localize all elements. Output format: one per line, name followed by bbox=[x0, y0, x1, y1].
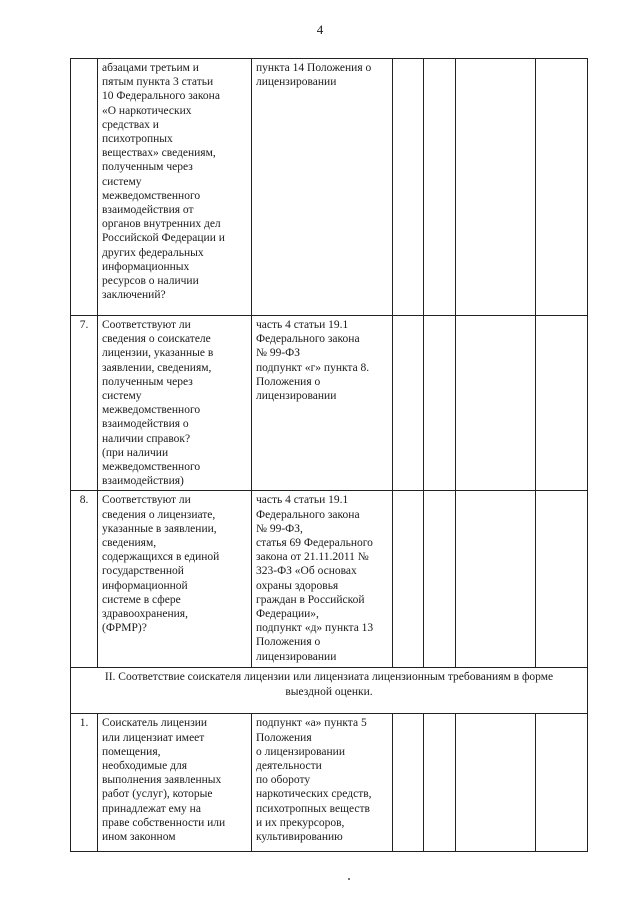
reference-line: часть 4 статьи 19.1 bbox=[256, 319, 349, 331]
question-line: «О наркотических bbox=[102, 104, 192, 117]
reference-line: Положения о bbox=[256, 375, 321, 388]
empty-cell bbox=[536, 714, 588, 852]
question-line: органов внутренних дел bbox=[102, 218, 221, 231]
row-number-cell: 1. bbox=[71, 714, 98, 852]
question-line: (при наличии bbox=[102, 446, 169, 459]
question-line: ином законном bbox=[102, 831, 176, 844]
question-line: взаимодействия от bbox=[102, 204, 194, 217]
reference-line: № 99-ФЗ bbox=[256, 347, 301, 360]
row-number-cell bbox=[71, 59, 98, 316]
question-line: лицензии, указанные в bbox=[102, 347, 214, 360]
reference-line: Положения о bbox=[256, 636, 321, 649]
section-heading-row bbox=[71, 668, 588, 714]
question-line: или лицензиат имеет bbox=[102, 731, 205, 744]
reference-line: статья 69 Федерального bbox=[256, 537, 373, 550]
empty-cell bbox=[393, 491, 424, 668]
question-cell bbox=[98, 714, 252, 852]
question-line: информационной bbox=[102, 579, 188, 592]
question-line: систему bbox=[102, 390, 142, 403]
question-line: информационных bbox=[102, 260, 190, 273]
empty-cell bbox=[393, 59, 424, 316]
question-line: других федеральных bbox=[102, 246, 204, 259]
row-number-cell: 7. bbox=[71, 316, 98, 491]
empty-cell bbox=[393, 714, 424, 852]
question-line: сведения о соискателе bbox=[102, 333, 211, 346]
empty-cell bbox=[393, 316, 424, 491]
section-heading-line: выездной оценки. bbox=[285, 685, 373, 698]
empty-cell bbox=[456, 714, 536, 852]
question-line: системе в сфере bbox=[102, 593, 181, 606]
reference-cell bbox=[252, 59, 393, 316]
reference-line: Федерации», bbox=[256, 608, 319, 621]
question-line: заключений? bbox=[102, 289, 166, 302]
reference-line: подпункт «а» пункта 5 bbox=[256, 717, 367, 730]
question-line: сведения о лицензиате, bbox=[102, 508, 216, 521]
empty-cell bbox=[424, 316, 456, 491]
reference-line: граждан в Российской bbox=[256, 593, 365, 606]
row-number-cell: 8. bbox=[71, 491, 98, 668]
question-line: содержащихся в единой bbox=[102, 551, 220, 564]
reference-line: Федерального закона bbox=[256, 333, 360, 346]
reference-line: психотропных веществ bbox=[256, 802, 370, 815]
question-line: полученным через bbox=[102, 375, 193, 388]
checklist-table bbox=[70, 58, 588, 852]
reference-line: наркотических средств, bbox=[256, 788, 372, 801]
question-line: Соответствуют ли bbox=[102, 494, 191, 507]
empty-cell bbox=[536, 316, 588, 491]
question-line: государственной bbox=[102, 565, 184, 578]
question-line: взаимодействия о bbox=[102, 418, 189, 431]
question-cell bbox=[98, 316, 252, 491]
reference-line: подпункт «д» пункта 13 bbox=[256, 622, 374, 635]
question-line: наличии справок? bbox=[102, 432, 191, 445]
reference-line: подпункт «г» пункта 8. bbox=[256, 361, 370, 374]
scan-speck bbox=[348, 878, 350, 880]
question-line: межведомственного bbox=[102, 404, 201, 417]
table-row-s1 bbox=[71, 714, 588, 852]
question-line: пятым пункта 3 статьи bbox=[102, 76, 214, 89]
question-line: абзацами третьим и bbox=[102, 62, 199, 74]
reference-cell bbox=[252, 316, 393, 491]
reference-line: лицензировании bbox=[256, 76, 337, 89]
question-line: принадлежат ему на bbox=[102, 802, 201, 815]
question-line: здравоохранения, bbox=[102, 608, 188, 621]
question-line: Соискатель лицензии bbox=[102, 717, 208, 730]
section-heading-line: II. Соответствие соискателя лицензии или лицензиата лицензионным требованиям в форме bbox=[104, 671, 554, 684]
reference-line: и их прекурсоров, bbox=[256, 816, 345, 829]
question-line: Соответствуют ли bbox=[102, 319, 191, 331]
reference-line: лицензировании bbox=[256, 650, 337, 663]
reference-line: по обороту bbox=[256, 774, 311, 787]
empty-cell bbox=[456, 491, 536, 668]
reference-line: закона от 21.11.2011 № bbox=[256, 551, 369, 564]
question-line: взаимодействия) bbox=[102, 475, 184, 488]
reference-cell bbox=[252, 491, 393, 668]
question-line: выполнения заявленных bbox=[102, 774, 222, 787]
question-line: помещения, bbox=[102, 745, 161, 758]
reference-line: пункта 14 Положения о bbox=[256, 62, 372, 74]
section-heading bbox=[71, 668, 588, 714]
table-row-7 bbox=[71, 316, 588, 491]
question-line: межведомственного bbox=[102, 189, 201, 202]
question-line: указанные в заявлении, bbox=[102, 522, 217, 535]
question-line: 10 Федерального закона bbox=[102, 90, 220, 103]
page-number: 4 bbox=[316, 22, 324, 37]
empty-cell bbox=[536, 491, 588, 668]
question-line: средствах и bbox=[102, 118, 159, 131]
question-line: систему bbox=[102, 175, 142, 188]
reference-line: 323-ФЗ «Об основах bbox=[256, 565, 357, 578]
question-line: необходимые для bbox=[102, 760, 188, 773]
question-line: заявлении, сведениям, bbox=[102, 361, 212, 374]
empty-cell bbox=[456, 316, 536, 491]
reference-line: охраны здоровья bbox=[256, 579, 339, 592]
question-cell bbox=[98, 491, 252, 668]
question-line: психотропных bbox=[102, 133, 173, 146]
empty-cell bbox=[536, 59, 588, 316]
empty-cell bbox=[424, 59, 456, 316]
empty-cell bbox=[456, 59, 536, 316]
question-line: ресурсов о наличии bbox=[102, 275, 199, 288]
question-line: полученным через bbox=[102, 161, 193, 174]
reference-line: культивированию bbox=[256, 831, 343, 844]
question-line: веществах» сведениям, bbox=[102, 147, 216, 160]
reference-line: Положения bbox=[256, 731, 312, 744]
question-line: сведениям, bbox=[102, 537, 157, 550]
reference-line: № 99-ФЗ, bbox=[256, 522, 303, 535]
reference-line: часть 4 статьи 19.1 bbox=[256, 494, 349, 507]
question-line: межведомственного bbox=[102, 461, 201, 474]
table-row-continuation bbox=[71, 59, 588, 316]
question-line: праве собственности или bbox=[102, 816, 226, 829]
empty-cell bbox=[424, 491, 456, 668]
reference-line: деятельности bbox=[256, 760, 322, 773]
question-line: работ (услуг), которые bbox=[102, 788, 213, 801]
question-line: (ФРМР)? bbox=[102, 622, 147, 635]
question-line: Российской Федерации и bbox=[102, 232, 225, 245]
reference-cell bbox=[252, 714, 393, 852]
empty-cell bbox=[424, 714, 456, 852]
reference-line: Федерального закона bbox=[256, 508, 360, 521]
reference-line: лицензировании bbox=[256, 390, 337, 403]
table-row-8 bbox=[71, 491, 588, 668]
question-cell bbox=[98, 59, 252, 316]
reference-line: о лицензировании bbox=[256, 745, 345, 758]
